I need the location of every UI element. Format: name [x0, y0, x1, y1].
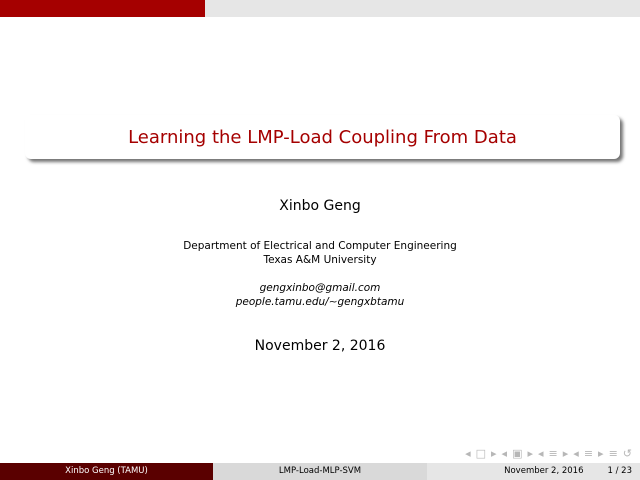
frame-prev-icon[interactable]: ◂ — [465, 447, 471, 460]
subsection-prev-icon[interactable]: ◂ — [501, 447, 508, 460]
progress-bar — [0, 0, 640, 17]
footer-author-text: Xinbo Geng (TAMU) — [65, 466, 148, 476]
presentation-date: November 2, 2016 — [254, 338, 386, 354]
section2-next-icon[interactable]: ▸ — [598, 447, 604, 460]
title-box — [25, 115, 620, 159]
section2-icon[interactable]: ≡ — [583, 447, 594, 460]
footer-title — [213, 463, 427, 480]
page-number: 1 / 23 — [607, 466, 632, 476]
department: Department of Electrical and Computer Engineering — [183, 240, 457, 252]
frame-next-icon[interactable]: ▸ — [491, 447, 497, 460]
frame-icon[interactable]: □ — [475, 447, 486, 460]
section-next-icon[interactable]: ▸ — [562, 447, 569, 460]
section-icon[interactable]: ≡ — [548, 447, 558, 460]
email: gengxinbo@gmail.com — [259, 282, 381, 294]
progress-fill — [0, 0, 205, 17]
section2-prev-icon[interactable]: ◂ — [573, 447, 579, 460]
footer-title-text: LMP-Load-MLP-SVM — [278, 466, 362, 476]
footer-date: November 2, 2016 — [504, 466, 584, 476]
footer-date-page — [427, 463, 640, 480]
website: people.tamu.edu/∼gengxbtamu — [235, 296, 405, 308]
subsection-icon[interactable]: ▣ — [512, 447, 523, 460]
author-name: Xinbo Geng — [279, 198, 361, 214]
subsection-next-icon[interactable]: ▸ — [527, 447, 533, 460]
footer — [0, 463, 640, 480]
search-icon[interactable]: ↺ — [622, 447, 632, 460]
section-prev-icon[interactable]: ◂ — [538, 447, 544, 460]
university: Texas A&M University — [263, 254, 377, 266]
presentation-title: Learning the LMP-Load Coupling From Data — [128, 126, 517, 148]
footer-author — [0, 463, 213, 480]
align-icon[interactable]: ≡ — [608, 447, 618, 460]
navigation-symbols — [465, 447, 632, 461]
